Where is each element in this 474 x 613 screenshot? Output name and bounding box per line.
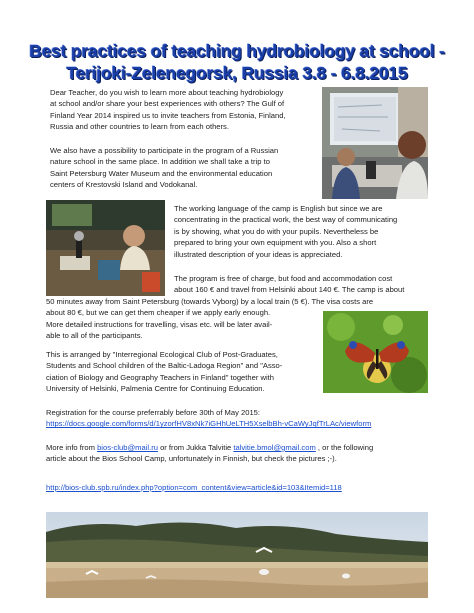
cost-line: The program is free of charge, but food and accommodation cost	[174, 274, 393, 283]
organizers-paragraph	[46, 349, 282, 395]
more-info-prefix: More info from	[46, 443, 98, 452]
language-line: illustrated description of your ideas is appreciated.	[174, 249, 343, 259]
organizers-line: This is arranged by "Interregional Ecological Club of Post-Graduates,	[46, 350, 278, 359]
page-title-line1: Best practices of teaching hydrobiology at school -	[29, 41, 445, 61]
intro-line: Dear Teacher, do you wish to learn more about teaching hydrobiology	[50, 88, 284, 97]
program-line: We also have a possibility to participate in the program of a Russian	[50, 146, 279, 155]
organizers-line: ciation of Biology and Geography Teachers in Finland" together with	[46, 372, 274, 382]
language-line: concentrating in the practical work, the best way of communicating	[174, 215, 398, 225]
more-info-suffix: , or the following	[315, 443, 374, 452]
classroom-photo	[322, 87, 428, 199]
more-info-section	[46, 442, 373, 465]
language-line: is by showing, what you do with your pupils. Nevertheless be	[174, 226, 379, 236]
cost-line: about 160 € and travel from Helsinki about 140 €. The camp is about	[174, 285, 405, 295]
talvitie-email-link[interactable]: talvitie.bmol@gmail.com	[233, 443, 316, 452]
registration-form-link[interactable]: https://docs.google.com/forms/d/1yzorfHV8xNk7iGHhUeLTH5XselbBh-vCaWyJqfTrLAc/viewform	[46, 419, 372, 429]
program-line: centers of Krestovski Island and Vodokanal.	[50, 180, 198, 190]
registration-section	[46, 407, 371, 430]
article-link-section	[46, 482, 342, 493]
registration-text: Registration for the course preferrably before 30th of May 2015:	[46, 408, 261, 417]
cost-paragraph	[174, 273, 404, 296]
language-paragraph	[174, 203, 397, 260]
page-title-line2: Terijoki-Zelenegorsk, Russia 3.8 - 6.8.2015	[66, 63, 408, 83]
cost-line: 50 minutes away from Saint Petersburg (towards Vyborg) by a local train (5 €). The visa costs are	[46, 297, 374, 306]
more-info-line2: article about the Bios School Camp, unfortunately in Finnish, but check the pictures ;-).	[46, 454, 337, 464]
language-line: prepared to bring your own equipment with you. Also a short	[174, 238, 377, 248]
bios-club-email-link[interactable]: bios-club@mail.ru	[97, 443, 158, 452]
butterfly-photo	[323, 311, 428, 393]
intro-paragraph	[50, 87, 286, 133]
organizers-line: University of Helsinki, Palmenia Centre for Continuing Education.	[46, 384, 265, 394]
program-line: Saint Petersburg Water Museum and the environmental education	[50, 168, 273, 178]
intro-line: Russia and other countries to learn from each others.	[50, 122, 229, 132]
more-info-middle: or from Jukka Talvitie	[157, 443, 234, 452]
cost-line: about 80 €, but we can get them cheaper if we apply early enough.	[46, 308, 271, 318]
cost-line: able to all of the participants.	[46, 331, 143, 341]
organizers-line: Students and School children of the Baltic-Ladoga Region" and "Asso-	[46, 361, 283, 371]
intro-line: at school and/or share your best experiences with others? The Gulf of	[50, 99, 285, 109]
program-line: nature school in the same place. In addition we shall take a trip to	[50, 157, 270, 167]
beach-photo	[46, 512, 428, 598]
program-paragraph	[50, 145, 278, 191]
language-line: The working language of the camp is English but since we are	[174, 204, 383, 213]
workshop-photo	[46, 200, 165, 296]
article-link[interactable]: http://bios-club.spb.ru/index.php?option=com_content&view=article&id=103&Itemid=118	[46, 483, 342, 492]
cost-line: More detailed instructions for travelling, visas etc. will be later avail-	[46, 319, 273, 329]
intro-line: Finland Year 2014 inspired us to invite teachers from Estonia, Finland,	[50, 110, 286, 120]
